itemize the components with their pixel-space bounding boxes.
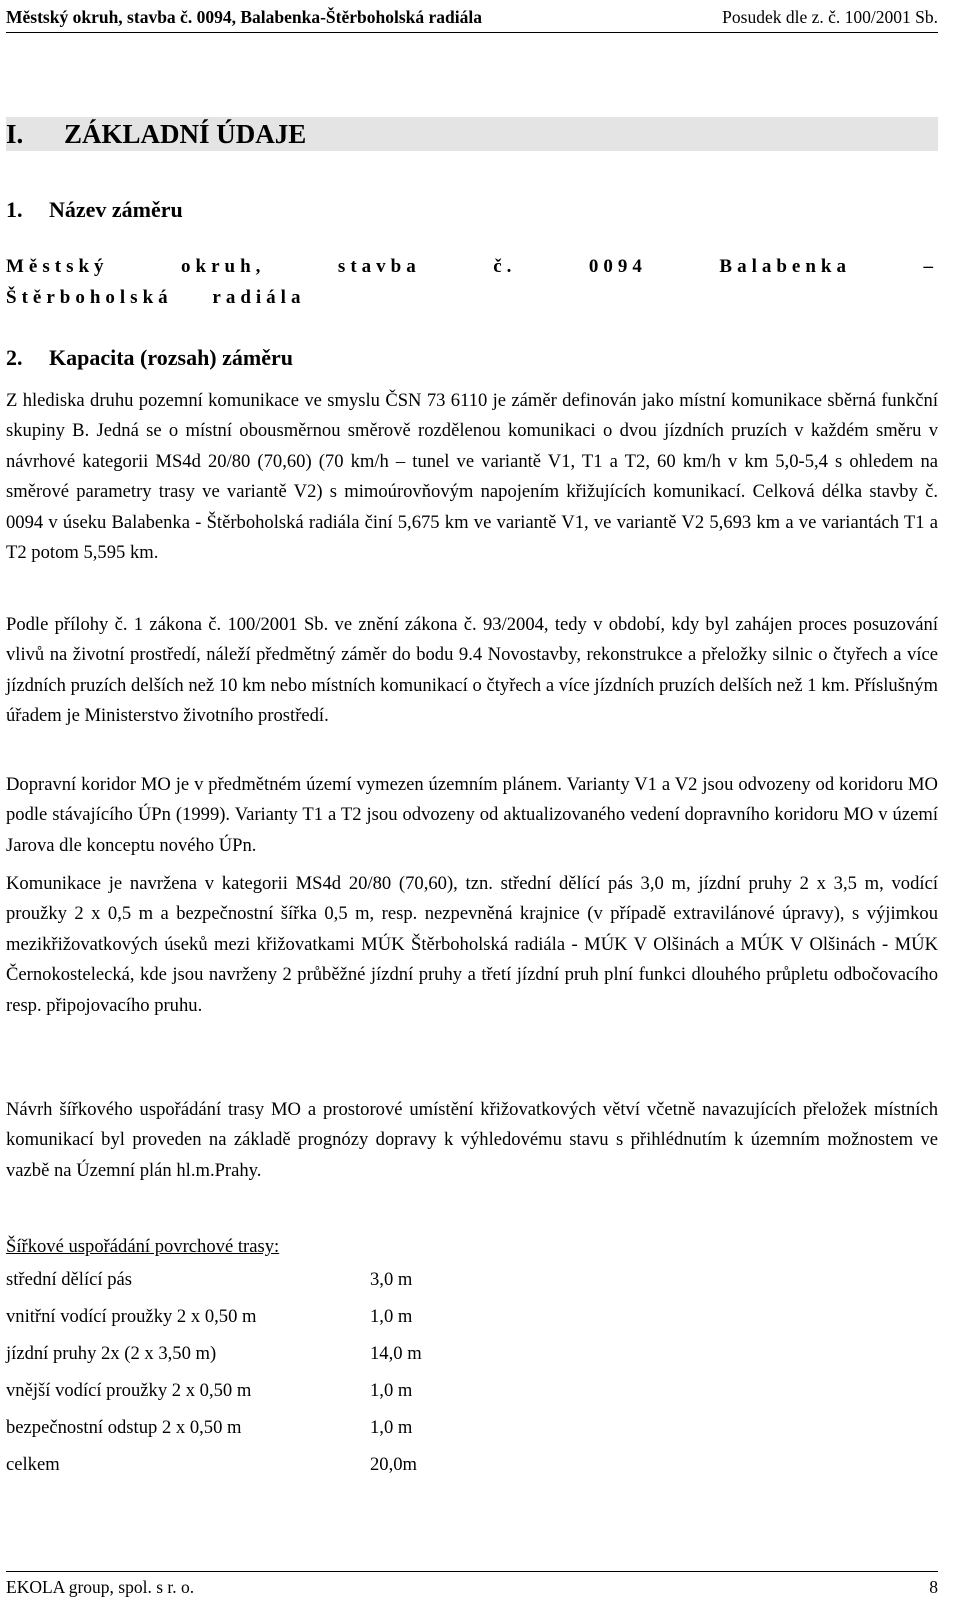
paragraph-corridor: Dopravní koridor MO je v předmětném území vymezen územním plánem. Varianty V1 a V2 jsou odvozeny od koridoru MO podle stávajícího ÚPn (1999). Varianty T1 a T2 jsou odvozeny od aktualizovaného vedení dopravního koridoru MO v území Jarova dle konceptu nového ÚPn. xyxy=(6,774,938,856)
header-divider xyxy=(6,32,938,33)
row-value: 1,0 m xyxy=(370,1380,413,1401)
row-value: 20,0m xyxy=(370,1454,418,1475)
width-table-heading: Šířkové uspořádání povrchové trasy: xyxy=(6,1236,280,1257)
paragraph-road-definition: Z hlediska druhu pozemní komunikace ve smyslu ČSN 73 6110 je záměr definován jako místní komunikace sběrná funkční skupiny B. Jedná se o místní obousměrnou směrově rozdělenou komunikaci o dvou jízdních pruzích v každém směru v návrhové kategorii MS4d 20/80 (70,60) (70 km/h – tunel ve variantě V1, T1 a T2, 60 km/h v km 5,0-5,4 s ohledem na směrové parametry trasy ve variantě V2) s mimoúrovňovým napojením křižujících komunikací. Celková délka stavby č. 0094 v úseku Balabenka - Štěrboholská radiála činí 5,675 km ve variantě V1, ve variantě V2 5,693 km a ve variantách T1 a T2 potom 5,595 km. xyxy=(6,390,938,564)
section-number: 1. xyxy=(6,197,23,222)
width-table xyxy=(6,1269,422,1491)
page-number: 8 xyxy=(929,1577,938,1597)
section-heading-1 xyxy=(6,196,183,224)
table-row xyxy=(6,1343,422,1380)
table-row xyxy=(6,1269,422,1306)
row-value: 3,0 m xyxy=(370,1269,413,1290)
table-row xyxy=(6,1417,422,1454)
chapter-title-text: ZÁKLADNÍ ÚDAJE xyxy=(64,119,307,149)
row-label: vnitřní vodící proužky 2 x 0,50 m xyxy=(6,1306,257,1327)
row-label: střední dělící pás xyxy=(6,1269,132,1290)
row-label: vnější vodící proužky 2 x 0,50 m xyxy=(6,1380,252,1401)
row-value: 1,0 m xyxy=(370,1417,413,1438)
project-name: Městský okruh, stavba č. 0094 Balabenka – Štěrboholská radiála xyxy=(6,256,938,308)
paragraph-width-design: Návrh šířkového uspořádání trasy MO a prostorové umístění křižovatkových větví včetně navazujících přeložek místních komunikací byl proveden na základě prognózy dopravy k výhledovému stavu s přihlédnutím k územním možnostem ve vazbě na Územní plán hl.m.Prahy. xyxy=(6,1099,938,1181)
section-heading-2 xyxy=(6,344,293,372)
chapter-title xyxy=(6,117,306,151)
footer-company: EKOLA group, spol. s r. o. xyxy=(6,1577,195,1597)
page-footer xyxy=(6,1576,938,1598)
section-title: Název záměru xyxy=(49,197,183,222)
footer-divider xyxy=(6,1571,938,1572)
row-label: celkem xyxy=(6,1454,60,1475)
section-title: Kapacita (rozsah) záměru xyxy=(49,345,293,370)
header-document-title: Městský okruh, stavba č. 0094, Balabenka-Štěrboholská radiála xyxy=(6,7,482,27)
paragraph-category: Komunikace je navržena v kategorii MS4d 20/80 (70,60), tzn. střední dělící pás 3,0 m, jízdní pruhy 2 x 3,5 m, vodící proužky 2 x 0,5 m a bezpečnostní šířka 0,5 m, resp. nezpevněná krajnice (v případě extravilánové úpravy), s výjimkou mezikřižovatkových úseků mezi křižovatkami MÚK Štěrboholská radiála - MÚK V Olšinách a MÚK V Olšinách - MÚK Černokostelecká, kde jsou navrženy 2 průběžné jízdní pruhy a třetí jízdní pruh plní funkci dlouhého průpletu odbočovacího resp. připojovacího pruhu. xyxy=(6,873,938,1016)
row-label: bezpečnostní odstup 2 x 0,50 m xyxy=(6,1417,242,1438)
paragraph-legal-classification: Podle přílohy č. 1 zákona č. 100/2001 Sb. ve znění zákona č. 93/2004, tedy v období, kdy byl zahájen proces posuzování vlivů na životní prostředí, náleží předmětný záměr do bodu 9.4 Novostavby, rekonstrukce a přeložky silnic o čtyřech a více jízdních pruzích delších než 10 km nebo místních komunikací o čtyřech a více jízdních pruzích delších než 1 km. Příslušným úřadem je Ministerstvo životního prostředí. xyxy=(6,614,938,727)
section-number: 2. xyxy=(6,345,23,370)
row-value: 14,0 m xyxy=(370,1343,422,1364)
header-legal-reference: Posudek dle z. č. 100/2001 Sb. xyxy=(722,7,938,27)
row-value: 1,0 m xyxy=(370,1306,413,1327)
row-label: jízdní pruhy 2x (2 x 3,50 m) xyxy=(6,1343,217,1364)
page-header xyxy=(6,6,938,28)
table-row xyxy=(6,1380,422,1417)
table-row xyxy=(6,1454,422,1491)
table-row xyxy=(6,1306,422,1343)
chapter-number: I. xyxy=(6,119,24,149)
